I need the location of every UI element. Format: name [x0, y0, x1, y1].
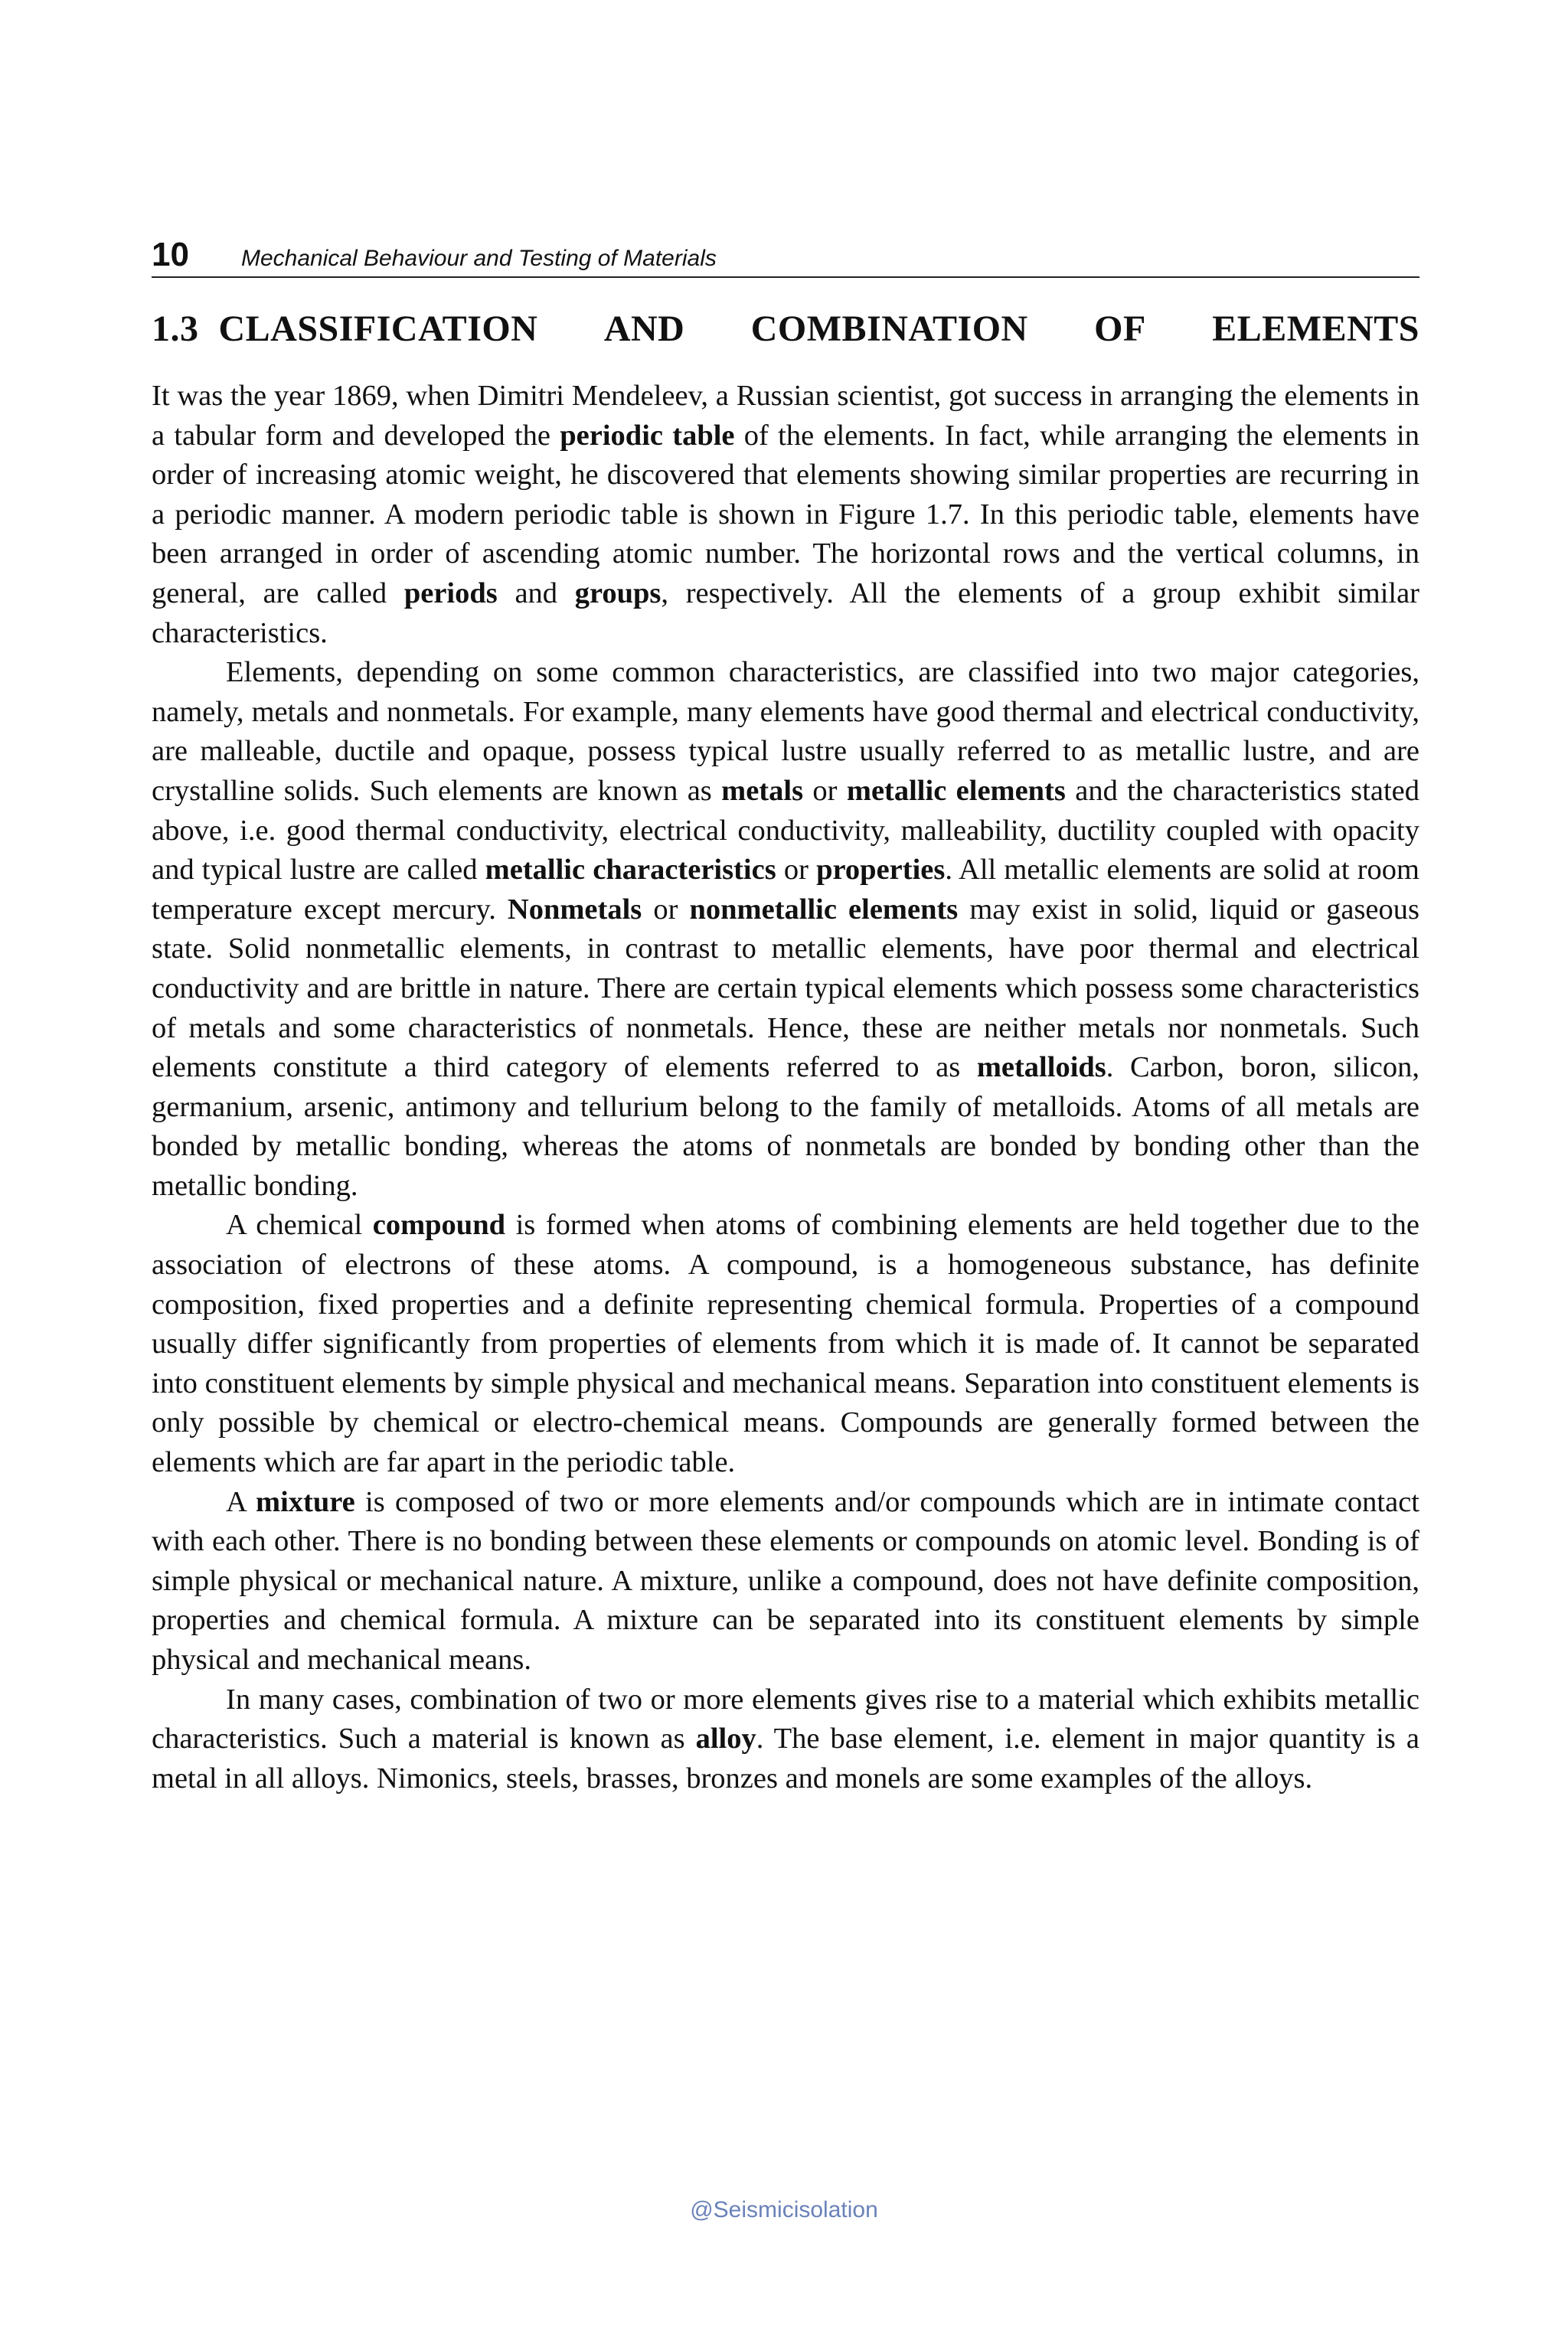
bold-term-periods: periods: [403, 576, 498, 609]
body-text: [152, 377, 1419, 1798]
page-number: 10: [152, 236, 189, 273]
bold-term-nonmetals: Nonmetals: [507, 893, 642, 926]
text-run: or: [776, 854, 817, 887]
text-run: and: [497, 576, 575, 609]
bold-term-compound: compound: [372, 1209, 506, 1242]
text-run: In many cases, combination of two or more elements gives rise to a material which exhibits metallic characteristics. Such a material is known as: [152, 1683, 1419, 1755]
bold-term-metalloids: metalloids: [976, 1051, 1106, 1084]
bold-term-periodic-table: periodic table: [560, 419, 735, 452]
text-run: It was the year 1869, when Dimitri Mendeleev, a Russian scientist, got success in arranging the elements in a tabular form and developed the: [152, 380, 1419, 452]
bold-term-metallic-characteristics: metallic characteristics: [485, 854, 776, 887]
text-run: A chemical: [226, 1209, 373, 1242]
section-title: [219, 306, 1420, 352]
text-run: , respectively. All the elements of a group exhibit similar characteristics.: [152, 576, 1420, 649]
paragraph-periodic-table: [152, 377, 1419, 653]
book-title: Mechanical Behaviour and Testing of Materials: [240, 246, 717, 271]
running-header: [152, 234, 1419, 278]
text-run: or: [803, 774, 847, 807]
bold-term-mixture: mixture: [256, 1485, 355, 1518]
text-run: or: [642, 893, 690, 926]
bold-term-metallic-elements: metallic elements: [846, 774, 1066, 807]
text-run: A: [226, 1485, 256, 1518]
section-heading: [152, 306, 1419, 352]
paragraph-metals-nonmetals: [152, 653, 1419, 1206]
paragraph-compound: [152, 1206, 1419, 1482]
bold-term-groups: groups: [574, 576, 662, 609]
section-number: 1.3: [152, 309, 199, 349]
text-run: may exist in solid, liquid or gaseous state. Solid nonmetallic elements, in contrast to metallic elements, have poor thermal and electrical conductivity and are brittle in nature. There are certain typical elements which possess some characteristics of metals and some characteristics of nonmetals. Hence, these are neither metals nor nonmetals. Such elements constitute a third category of elements referred to as: [152, 893, 1420, 1084]
bold-term-nonmetallic-elements: nonmetallic elements: [689, 893, 959, 926]
text-run: . The base element, i.e. element in major quantity is a metal in all alloys. Nimonics, steels, brasses, bronzes and monels are some examples of the alloys.: [152, 1723, 1419, 1795]
section-title-word: AND: [603, 309, 685, 349]
text-run: is formed when atoms of combining elements are held together due to the association of electrons of these atoms. A compound, is a homogeneous substance, has definite composition, fixed properties and a definite representing chemical formula. Properties of a compound usually differ significantly from properties of elements from which it is made of. It cannot be separated into constituent elements by simple physical and mechanical means. Separation into constituent elements is only possible by chemical or electro-chemical means. Compounds are generally formed between the elements which are far apart in the periodic table.: [152, 1209, 1419, 1479]
text-run: Elements, depending on some common characteristics, are classified into two major categories, namely, metals and nonmetals. For example, many elements have good thermal and electrical conductivity, are malleable, ductile and opaque, possess typical lustre usually referred to as metallic lustre, and are crystalline solids. Such elements are known as: [152, 656, 1419, 807]
bold-term-alloy: alloy: [695, 1723, 756, 1755]
section-title-word: CLASSIFICATION: [218, 309, 538, 349]
paragraph-mixture: [152, 1483, 1419, 1680]
section-title-word: COMBINATION: [750, 309, 1028, 349]
text-run: of the elements. In fact, while arranging the elements in order of increasing atomic weight, he discovered that elements showing similar properties are recurring in a periodic manner. A modern periodic table is shown in Figure 1.7. In this periodic table, elements have been arranged in order of ascending atomic number. The horizontal rows and the vertical columns, in general, are called: [152, 419, 1419, 609]
bold-term-properties: properties: [816, 854, 946, 887]
text-run: and the characteristics stated above, i.e. good thermal conductivity, electrical conductivity, malleability, ductility coupled with opacity and typical lustre are called: [152, 774, 1419, 887]
paragraph-alloy: [152, 1680, 1419, 1799]
watermark: @Seismicisolation: [690, 2197, 878, 2222]
section-title-word: ELEMENTS: [1212, 309, 1419, 349]
text-run: . All metallic elements are solid at room temperature except mercury.: [152, 854, 1419, 926]
section-title-word: OF: [1094, 309, 1146, 349]
text-run: . Carbon, boron, silicon, germanium, arsenic, antimony and tellurium belong to the family of metalloids. Atoms of all metals are bonded by metallic bonding, whereas the atoms of nonmetals are bonded by bonding other than the metallic bonding.: [152, 1051, 1419, 1202]
bold-term-metals: metals: [721, 774, 804, 807]
text-run: is composed of two or more elements and/or compounds which are in intimate contact with each other. There is no bonding between these elements or compounds on atomic level. Bonding is of simple physical or mechanical nature. A mixture, unlike a compound, does not have definite composition, properties and chemical formula. A mixture can be separated into its constituent elements by simple physical and mechanical means.: [152, 1485, 1419, 1676]
